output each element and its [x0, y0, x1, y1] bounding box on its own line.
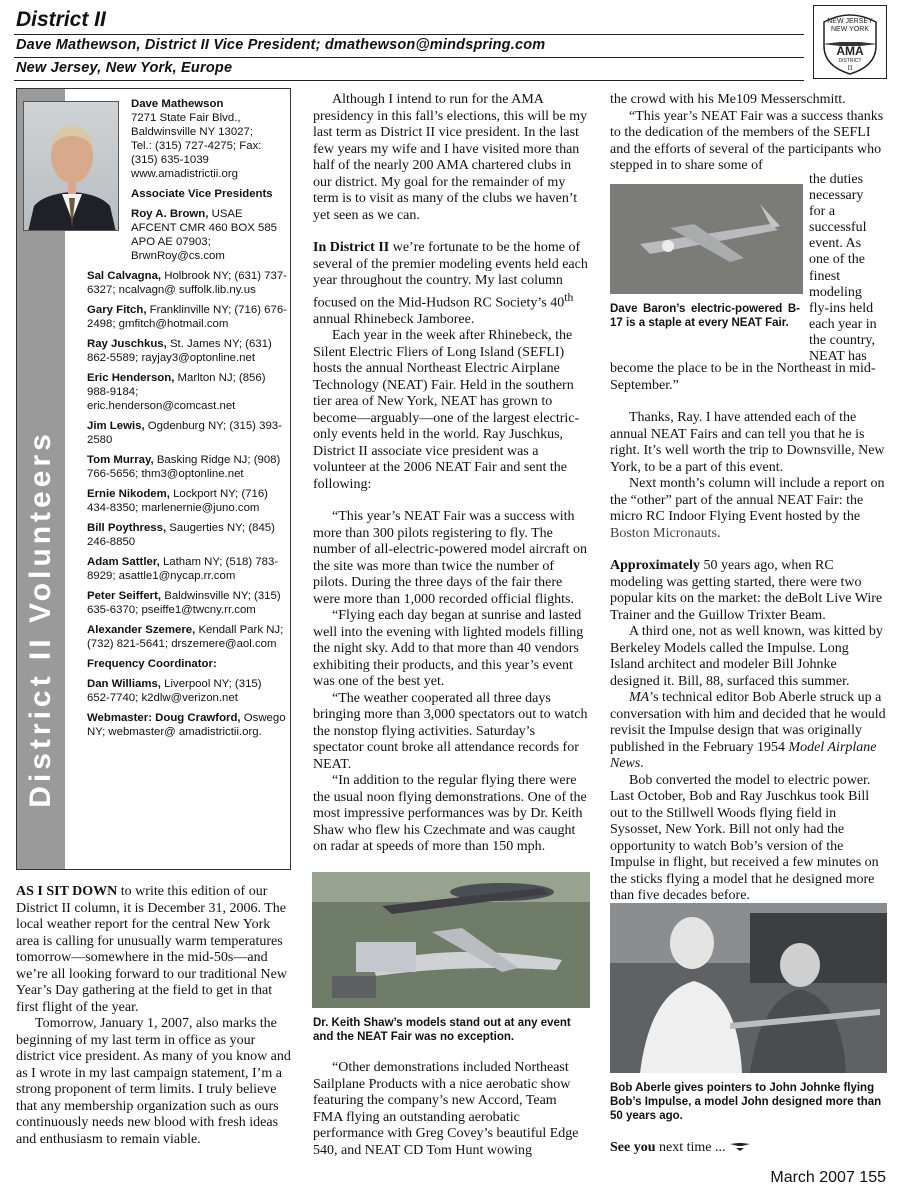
col2-quote-1: “This year’s NEAT Fair was a success with more than 300 pilots registering to fly. The number of all-electric-powered model aircraft on the site was more than twice the number of pilots. During the three days of the fair there were more than 1,000 recorded official flights. [313, 509, 588, 607]
volunteer-name: Eric Henderson, [87, 372, 175, 384]
volunteer-entry [87, 487, 287, 515]
col2-quote-4: “In addition to the regular flying there were the usual noon flying demonstrations. One of the most impressive performances was by Dr. Keith Shaw who flew his Czechmate and was caught on radar at speeds of more than 150 mph. [313, 773, 587, 855]
ama-end-mark-icon [729, 1139, 751, 1157]
volunteers-sidebar [16, 88, 291, 870]
wrap-line: the duties [809, 172, 864, 187]
volunteer-entry [87, 337, 287, 365]
webmaster-heading: Webmaster: Doug Crawford, [87, 712, 241, 724]
assoc-vp-heading: Associate Vice Presidents [131, 188, 273, 200]
volunteer-info: Ogdenburg NY; (315) 393-2580 [87, 420, 282, 446]
vp-address-1: 7271 State Fair Blvd., [131, 112, 241, 124]
volunteer-info: St. James NY; (631) 862-5589; rayjay3@optonline.net [87, 338, 272, 364]
volunteer-info: Marlton NJ; (856) 988-9184; eric.henderson@comcast.net [87, 372, 266, 412]
badge-emblem-icon [814, 6, 886, 78]
column-3-closing [610, 1139, 886, 1157]
freq-coordinator-name: Dan Williams, [87, 678, 161, 690]
vp-contact-line: Dave Mathewson, District II Vice President; dmathewson@mindspring.com [16, 37, 546, 53]
models-photo-icon [312, 872, 590, 1008]
volunteer-info: Franklinville NY; (716) 676-2498; gmfitch@hotmail.com [87, 304, 287, 330]
freq-coordinator-info: Liverpool NY; (315) 652-7740; k2dlw@verizon.net [87, 678, 262, 704]
col3-paragraph-5: Approximately 50 years ago, when RC modeling was getting started, there were two popular kits on the market: the deBolt Live Wire Trainer and the Guillow Trixter Beam. [610, 558, 883, 623]
col1-paragraph-2: Tomorrow, January 1, 2007, also marks the beginning of my last term in office as your district vice president. As many of you know and as I wrote in my last campaign statement, I’m a strong proponent of term limits. I truly believe that any membership organization such as ours continuously needs new blood with fresh ideas and enthusiasm to remain viable. [16, 1016, 291, 1147]
vp-website[interactable]: www.amadistrictii.org [131, 168, 238, 180]
volunteer-info: Baldwinsville NY; (315) 635-6370; pseiffe1@twcny.rr.com [87, 590, 281, 616]
section-title: District II [16, 8, 106, 31]
volunteer-info: Saugerties NY; (845) 246-8850 [87, 522, 275, 548]
boston-micronauts-link[interactable]: Boston Micronauts [610, 525, 717, 541]
wrap-line: NEAT has [809, 349, 867, 365]
badge-district-text: DISTRICT [838, 58, 862, 64]
col2-paragraph-2: In District II we’re fortunate to be the home of several of the premier modeling events held each year throughout the country. My last column focused on the Mid-Hudson RC Society’s 40th annual Rhinebeck Jamboree. [313, 240, 588, 327]
volunteer-entry [87, 555, 287, 583]
sidebar-strip-title: District II Volunteers [24, 430, 57, 808]
volunteer-info: Basking Ridge NJ; (908) 766-5656; thm3@optonline.net [87, 454, 281, 480]
person-name: Roy A. Brown, [131, 208, 209, 220]
column-2 [313, 92, 589, 856]
volunteer-name: Ray Juschkus, [87, 338, 167, 350]
volunteer-entry [87, 371, 287, 413]
keith-shaw-models-photo [312, 872, 590, 1008]
vp-phone-fax: Tel.: (315) 727-4275; Fax: [131, 140, 262, 152]
volunteer-name: Peter Seiffert, [87, 590, 162, 602]
b17-photo-icon [610, 184, 803, 294]
volunteer-entry [87, 589, 287, 617]
col3-lead-in: Approximately [610, 558, 700, 573]
wrap-line: for a [809, 204, 836, 220]
caption-aberle-johnke: Bob Aberle gives pointers to John Johnke flying Bob’s Impulse, a model John designed more than 50 years ago. [610, 1082, 882, 1122]
wrap-line: one of the [809, 252, 865, 268]
volunteer-name: Sal Calvagna, [87, 270, 162, 282]
vp-name: Dave Mathewson [131, 98, 224, 110]
col1-lead-in: AS I SIT DOWN [16, 884, 118, 899]
badge-top-text: NEW JERSEY [827, 18, 873, 25]
badge-mid-text: NEW YORK [831, 26, 869, 33]
wrap-line: event. As [809, 236, 862, 252]
volunteer-entry [87, 303, 287, 331]
col2-lead-in: In District II [313, 240, 390, 255]
volunteer-info: Lockport NY; (716) 434-8350; marlenernie@juno.com [87, 488, 268, 514]
volunteer-entry [87, 623, 287, 651]
wrap-line: modeling [809, 284, 862, 300]
column-1 [16, 884, 291, 1148]
wrap-line: the country, [809, 332, 875, 348]
column-3-wrap-text [809, 172, 889, 365]
freq-coordinator-heading: Frequency Coordinator: [87, 658, 217, 670]
caption-keith-shaw: Dr. Keith Shaw’s models stand out at any event and the NEAT Fair was no exception. [313, 1017, 571, 1043]
volunteer-name: Ernie Nikodem, [87, 488, 170, 500]
col3-paragraph-2: “This year’s NEAT Fair was a success thanks to the dedication of the members of the SEFLI and the efforts of several of the participants who stepped in to share some of [610, 108, 884, 173]
volunteer-entry [87, 419, 287, 447]
page-folio: March 2007 155 [770, 1169, 886, 1186]
volunteer-entry [87, 521, 287, 549]
column-2-continued [313, 1060, 589, 1159]
wrap-line: successful [809, 220, 867, 236]
volunteer-name: Bill Poythress, [87, 522, 167, 534]
col1-paragraph-1: AS I SIT DOWN to write this edition of our District II column, it is December 31, 2006. The local weather report for the central New York area is calling for unusually warm temperatures tomorrow—somewhere in the mid-50s—and we’re all looking forward to our traditional New Year’s Day gathering at the field to get in that first flight of the year. [16, 884, 287, 1015]
header-rule-top [14, 34, 804, 35]
col3-paragraph-1: the crowd with his Me109 Messerschmitt. [610, 92, 846, 107]
column-3-continued [610, 361, 886, 905]
caption-b17: Dave Baron’s electric-powered B-17 is a staple at every NEAT Fair. [610, 303, 800, 329]
volunteer-name: Alexander Szemere, [87, 624, 196, 636]
col3-paragraph-4: Next month’s column will include a report on the “other” part of the annual NEAT Fair: the micro RC Indoor Flying Event hosted by the Boston Micronauts. [610, 476, 885, 541]
wrap-line: each year in [809, 316, 877, 332]
col2-quote-2: “Flying each day began at sunrise and lasted well into the evening with lighted models filling the night sky. Add to that more than 40 vendors exhibiting their products, and this year’s event was one of the best yet. [313, 608, 584, 690]
volunteer-info: Latham NY; (518) 783-8929; asattle1@nycap.rr.com [87, 556, 279, 582]
col2-paragraph-1: Although I intend to run for the AMA presidency in this fall’s elections, this will be my last term as District II vice president. In the last few years my wife and I have visited more than half of the nearly 200 AMA chartered clubs in our district. My goal for the remainder of my term is to visit as many of the clubs we haven’t yet seen as we can. [313, 92, 588, 223]
volunteer-entry [87, 269, 287, 297]
sidebar-contacts [87, 97, 287, 745]
badge-numeral: II [847, 64, 853, 72]
closing-line: See you next time ... [610, 1139, 886, 1157]
volunteer-info: Holbrook NY; (631) 737-6327; ncalvagn@ suffolk.lib.ny.us [87, 270, 287, 296]
aberle-johnke-photo [610, 903, 887, 1073]
person-info: USAE AFCENT CMR 460 BOX 585 APO AE 07903; BrwnRoy@cs.com [131, 208, 278, 262]
header-rule-mid [14, 57, 804, 58]
ama-district-badge [813, 5, 887, 79]
wrap-line: necessary [809, 188, 864, 204]
col3-paragraph-2-end: become the place to be in the Northeast in mid-September.” [610, 361, 876, 393]
header-rule-bottom [14, 80, 804, 81]
col3-paragraph-6: A third one, not as well known, was kitted by Berkeley Models called the Impulse. Long Island architect and modeler Bill Johnke designed it. Bill, 88, surfaced this summer. [610, 624, 883, 689]
col3-paragraph-8: Bob converted the model to electric power. Last October, Bob and Ray Juschkus took Bill out to the Stillwell Woods flying field in Sysosset, New York. Bill not only had the opportunity to watch Bob’s version of the Impulse in flight, but received a few minutes on the sticks flying a model that he designed more than five decades before. [610, 772, 879, 903]
b17-photo [610, 184, 803, 294]
wrap-line: finest [809, 268, 841, 284]
wrap-line: fly-ins held [809, 300, 874, 316]
aberle-johnke-photo-icon [610, 903, 887, 1073]
volunteer-name: Tom Murray, [87, 454, 154, 466]
magazine-title: Model Airplane News. [610, 739, 877, 771]
volunteer-name: Adam Sattler, [87, 556, 160, 568]
col2-quote-3: “The weather cooperated all three days bringing more than 3,000 spectators out to watch the nonstop flying activities. Saturday’s spectator count broke all attendance records for NEAT. [313, 690, 588, 772]
volunteer-entry [87, 453, 287, 481]
vp-fax-number: (315) 635-1039 [131, 154, 209, 166]
volunteer-info: Kendall Park NJ; (732) 821-5641; drszemere@aol.com [87, 624, 284, 650]
webmaster-info: Oswego NY; webmaster@ amadistrictii.org. [87, 712, 286, 738]
col2-quote-5: “Other demonstrations included Northeast Sailplane Products with a nice aerobatic show featuring the company’s new Accord, Team FMA flying an outstanding aerobatic performance with Greg Covey’s beautiful Edge 540, and NEAT CD Tom Hunt wowing [313, 1060, 579, 1158]
badge-ama-text: AMA [836, 44, 864, 58]
volunteer-name: Gary Fitch, [87, 304, 147, 316]
district-region-line: New Jersey, New York, Europe [16, 60, 233, 76]
column-3 [610, 92, 886, 175]
volunteer-name: Jim Lewis, [87, 420, 145, 432]
col3-paragraph-3: Thanks, Ray. I have attended each of the annual NEAT Fairs and can tell you that he is right. It’s well worth the trip to Downsville, New York, to be a part of this event. [610, 410, 885, 475]
col2-paragraph-3: Each year in the week after Rhinebeck, the Silent Electric Fliers of Long Island (SEFLI) hosts the annual Northeast Electric Airplane Technology (NEAT) Fair. Held in the southern tier area of New York, NEAT has grown to become—arguably—one of the largest electric-only events held in the world. Ray Juschkus, District II associate vice president was a volunteer at the 2006 NEAT Fair and sent the following: [313, 328, 580, 492]
vp-address-2: Baldwinsville NY 13027; [131, 126, 253, 138]
col3-paragraph-7: MA’s technical editor Bob Aberle struck up a conversation with him and decided that he would revisit the Impulse design that was originally published in the February 1954 Model Airplane News. [610, 690, 886, 771]
